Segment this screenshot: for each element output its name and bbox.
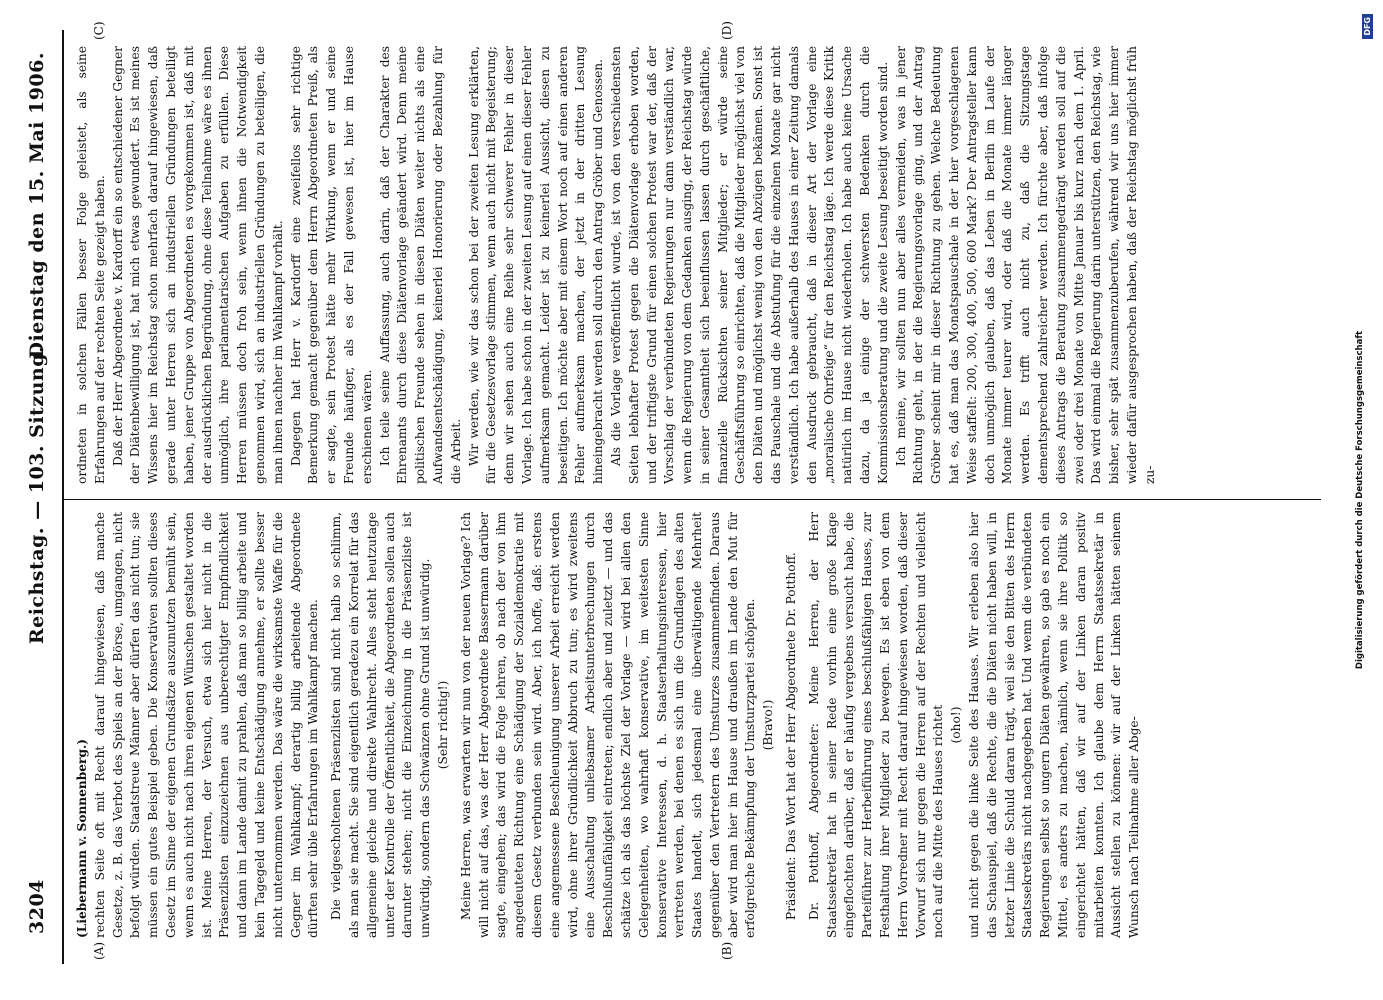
paragraph: Wir werden, wie wir das schon bei der zweiten Lesung erklärten, für die Gesetzesvorlage stimmen, wenn auch nicht mit Begeisterung; denn wir sehen auch eine Reihe sehr schwerer Fehler in dieser Vorlage. Ich habe schon in der zweiten Lesung auf einen dieser Fehler aufmerksam gemacht. Leider ist zu keinerlei Aussicht, diesen zu beseitigen. Ich möchte aber mit einem Wort noch auf einen anderen Fehler aufmerksam machen, der jetzt in der dritten Lesung hineingebracht werden soll durch den Antrag Gröber und Genossen.	[466, 46, 606, 484]
paragraph: Dagegen hat Herr v. Kardorff eine zweifellos sehr richtige Bemerkung gemacht gegenüber dem Herrn Abgeordneten Preiß, als er sagte, sein Protest hätte mehr Wirkung, wenn er und seine Freunde häufiger, als es der Fall gewesen ist, hier im Hause erschienen wären.	[288, 46, 374, 484]
header-rule	[62, 30, 64, 964]
speaker-continuation-header: (Liebermann v. Sonnenberg.)	[75, 738, 89, 938]
paragraph: Ich meine, wir sollten nun aber alles vermeiden, was in jener Richtung geht, in der die Regierungsvorlage ging, und der Antrag Gröber scheint mir in dieser Richtung zu gehen. Welche Bedeutung hat es, daß man das Monatspauschale in der hier vorgeschlagenen Weise staffelt: 200, 300, 400, 500, 600 Mark? Der Antragsteller kann doch unmöglich glauben, daß das Leben in Berlin im Laufe der Monate immer teurer wird, oder daß die Monate immer länger werden. Es trifft auch nicht zu, daß die Sitzungstage dementsprechend zahlreicher werden. Ich fürchte aber, daß infolge dieses Antrags die Beratung zusammengedrängt werden soll auf die zwei oder drei Monate von Mitte Januar bis kurz nach dem 1. April. Das wird einmal die Regierung darin unterstützen, den Reichstag, wie bisher, sehr spät zusammenzuberufen, während wir uns hier immer wieder dafür ausgesprochen haben, daß der Reichstag möglichst früh zu-	[893, 46, 1157, 484]
paragraph: Als die Vorlage veröffentlicht wurde, ist von den verschiedensten Seiten lebhafter Protest gegen die Diätenvorlage erhoben worden, und der triftigste Grund für einen solchen Protest war der, daß der Vorschlag der verbündeten Regierungen nur dann verständlich war, wenn die Regierung von dem Gedanken ausging, der Reichstag würde in seiner Gesamtheit sich beeinflussen lassen durch geschäftliche, finanzielle Rücksichten seiner Mitglieder; er würde seine Geschäftsführung so einrichten, daß die Mitglieder möglichst viel von den Diäten und möglichst wenig von den Abzügen bekämen. Sonst ist das Pauschale und die Abstufung für die einzelnen Monate gar nicht verständlich. Ich habe außerhalb des Hauses in einer Zeitung damals den Ausdruck gebraucht, daß in dieser Art der Vorlage eine „moralische Ohrfeige“ für den Reichstag läge. Ich werde diese Kritik natürlich im Hause nicht wiederholen. Ich habe auch keine Ursache dazu, da ja einige der schwersten Bedenken durch die Kommissionsberatung und die zweite Lesung beseitigt worden sind.	[608, 46, 890, 484]
column-divider	[62, 499, 1321, 500]
paragraph: Daß der Herr Abgeordnete v. Kardorff ein so entschiedener Gegner der Diätenbewilligung ist, hat mich etwas gewundert. Es ist meines Wissens hier im Reichstag schon mehrfach darauf hingewiesen, daß gerade unter Herren sich an industriellen Gründungen beteiligt haben, jener Gruppe von Abgeordneten es vorgekommen ist, daß mit der ausdrücklichen Begründung, ohne diese Teilnahme wäre es ihnen unmöglich, ihre parlamentarischen Aufgaben zu erfüllen. Diese Herren müssen doch froh sein, wenn ihnen die Notwendigkeit genommen wird, sich an industriellen Gründungen zu beteiligen, die man ihnen nachher im Wahlkampf vorhält.	[110, 46, 285, 484]
page-number: 3204	[26, 879, 48, 934]
right-column	[74, 46, 1160, 484]
page-header	[20, 30, 60, 960]
margin-marker-b: (B)	[720, 941, 734, 960]
president-statement: Präsident: Das Wort hat der Herr Abgeordnete Dr. Potthoff.	[784, 552, 799, 920]
paragraph: und nicht gegen die linke Seite des Hauses. Wir erleben also hier das Schauspiel, daß die Rechte, die die Diäten nicht haben will, in letzter Linie die Schuld daran trägt, weil sie den Bitten des Herrn Staatssekretärs nicht nachgegeben hat. Und wenn die verbündeten Regierungen selbst so ungern Diäten gewähren, so gab es noch ein Mittel, es anders zu machen, nämlich, wenn sie ihre Politik so eingerichtet hätten, daß wir auf der Linken daran positiv mitarbeiten konnten. Ich glaube dem Herrn Staatssekretär in Aussicht stellen zu können: wir auf der Linken hätten seinem Wunsch nach Teilnahme aller Abge-	[967, 512, 1142, 938]
left-column	[74, 512, 1144, 938]
margin-marker-c: (C)	[92, 21, 106, 40]
paragraph: Meine Herren, was erwarten wir nun von der neuen Vorlage? Ich will nicht auf das, was der Herr Abgeordnete Bassermann darüber sagte, eingehen; das wird die Folge lehren, ob nach der von ihm angedeuteten Richtung eine Schädigung der Sozialdemokratie mit diesem Gesetz verbunden sein wird. Aber, ich hoffe, daß: erstens eine angemessene Beschleunigung unserer Arbeit erreicht werden wird, ohne ihrer Gründlichkeit Abbruch zu tun; es wird zweitens eine Ausschaltung unliebsamer Arbeitsunterbrechungen durch Beschlußunfähigkeit eintreten; endlich aber und zuletzt — und das schätze ich als das höchste Ziel der Vorlage — wird bei allen den Gelegenheiten, wo wahrhaft konservative, im weitesten Sinne konservative Interessen, d. h. Staatserhaltungsinteressen, hier vertreten werden, bei denen es sich um die Grundlagen des alten Staates handelt, sich jedesmal eine überwältigende Mehrheit gegenüber den Vertretern des Umsturzes zusammenfinden. Daraus aber wird man hier im Hause und draußen im Lande den Mut für erfolgreiche Bekämpfung der Umsturzpartei schöpfen.	[458, 512, 758, 938]
paragraph: Dr. Potthoff, Abgeordneter: Meine Herren, der Herr Staatssekretär hat in seiner Rede vorhin eine große Klage eingeflochten darüber, daß er häufig vergebens versucht habe, die Parteiführer zur Herbeiführung eines beschlußfähigen Hauses, zur Festhaltung ihrer Mitglieder zu bewegen. Es ist eben von dem Herrn Vorredner mit Recht darauf hingewiesen worden, daß dieser Vorwurf sich nur gegen die Herren auf der Rechten und vielleicht noch auf die Mitte des Hauses richtet	[806, 512, 946, 938]
digitization-credit: Digitalisierung gefördert durch die Deutsche Forschungsgemeinschaft	[1355, 330, 1365, 670]
margin-marker-a: (A)	[92, 941, 106, 960]
margin-marker-d: (D)	[720, 21, 734, 40]
paragraph: Die vielgescholtenen Präsenzlisten sind nicht halb so schlimm, als man sie macht. Sie sind eigentlich geradezu ein Korrelat für das allgemeine gleiche und direkte Wahlrecht. Alles steht heutzutage unter der Kontrolle der Öffentlichkeit, die Abgeordneten sollen auch darunter stehen; nicht die Einzeichnung in die Präsenzliste ist unwürdig, sondern das Schwänzen ohne Grund ist unwürdig.	[329, 512, 433, 938]
interjection: (oho!)	[949, 706, 964, 744]
running-title: Reichstag. — 103. Sitzung.	[26, 345, 48, 645]
session-date: Dienstag den 15. Mai 1906.	[26, 52, 48, 359]
paragraph: ordneten in solchen Fällen besser Folge geleistet, als seine Erfahrungen auf der rechten Seite gezeigt haben.	[75, 46, 107, 484]
interjection: (Sehr richtig!)	[435, 680, 450, 770]
paragraph: rechten Seite oft mit Recht darauf hingewiesen, daß manche Gesetze, z. B. das Verbot des Spiels an der Börse, umgangen, nicht befolgt würden. Staatstreue Männer aber dürfen das nicht tun; sie müssen ein gutes Beispiel geben. Die Konservativen sollten dieses Gesetz im Sinne der eigenen Grundsätze auszunutzen bemüht sein, wenn es auch nicht nach ihren eigenen Wünschen gestaltet worden ist. Meine Herren, der Versuch, etwa sich hier nicht in die Präsenzlisten einzuzeichnen aus unberechtigter Empfindlichkeit und dann im Lande damit zu prahlen, daß man so billig arbeite und kein Tagegeld und keine Entschädigung annehme, er sollte besser nicht unternommen werden. Das wäre die wirksamste Waffe für die Gegner im Wahlkampf; derartig billig arbeitende Abgeordnete dürften sehr üble Erfahrungen im Wahlkampf machen.	[92, 512, 321, 938]
dfg-logo: DFG	[1362, 14, 1373, 39]
paragraph: Ich teile seine Auffassung, auch darin, daß der Charakter des Ehrenamts durch diese Diätenvorlage geändert wird. Denn meine politischen Freunde sehen in diesen Diäten weiter nichts als eine Aufwandsentschädigung, keinerlei Honorierung oder Bezahlung für die Arbeit.	[377, 46, 463, 484]
interjection: (Bravo!)	[761, 699, 776, 751]
